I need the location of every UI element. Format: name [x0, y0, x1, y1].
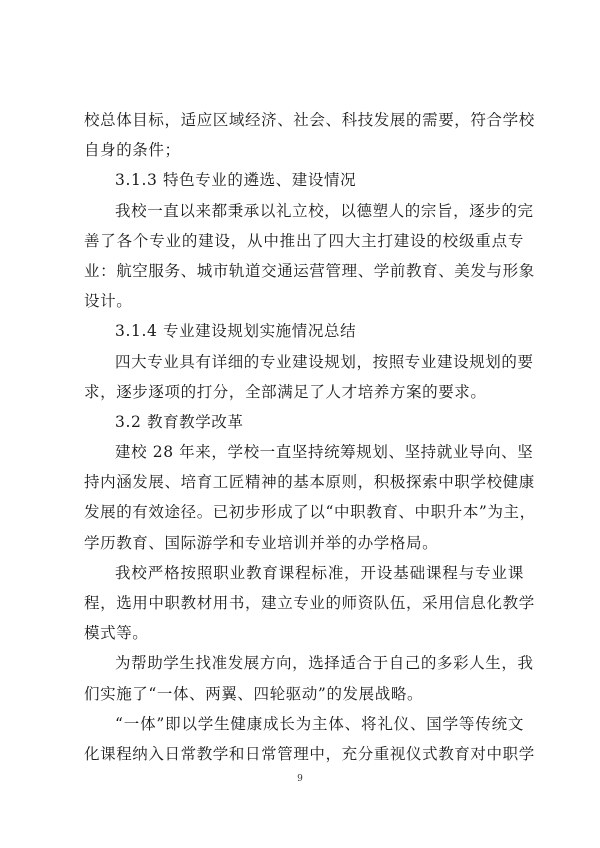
text-line: 学历教育、国际游学和专业培训并举的办学格局。 [84, 533, 439, 552]
text-line: 求，逐步逐项的打分，全部满足了人才培养方案的要求。 [84, 382, 487, 401]
text-line: 我校一直以来都秉承以礼立校，以德塑人的宗旨，逐步的完 [115, 201, 534, 220]
text-line: 3.2 教育教学改革 [115, 412, 244, 431]
body-text [84, 105, 536, 769]
text-line: 化课程纳入日常教学和日常管理中，充分重视仪式教育对中职学 [84, 744, 535, 763]
text-line: 设计。 [84, 292, 133, 311]
text-line: 3.1.3 特色专业的遴选、建设情况 [115, 171, 357, 190]
text-line: 业：航空服务、城市轨道交通运营管理、学前教育、美发与形象 [84, 261, 535, 280]
text-line: 持内涵发展、培育工匠精神的基本原则，积极探索中职学校健康 [84, 473, 535, 492]
text-line: 3.1.4 专业建设规划实施情况总结 [115, 322, 357, 341]
text-line: 建校 28 年来，学校一直坚持统筹规划、坚持就业导向、坚 [115, 443, 534, 462]
text-line: 我校严格按照职业教育课程标准，开设基础课程与专业课 [115, 563, 524, 582]
page-number: 9 [297, 774, 303, 784]
text-line: 们实施了“一体、两翼、四轮驱动”的发展战略。 [84, 684, 424, 703]
text-line: 四大专业具有详细的专业建设规划，按照专业建设规划的要 [115, 352, 534, 371]
text-line: 程，选用中职教材用书，建立专业的师资队伍，采用信息化教学 [84, 594, 535, 612]
text-line: 校总体目标，适应区域经济、社会、科技发展的需要，符合学校 [84, 111, 535, 129]
text-line: 发展的有效途径。已初步形成了以“中职教育、中职升本”为主， [84, 503, 536, 522]
text-line: 模式等。 [84, 624, 149, 643]
text-line: 善了各个专业的建设，从中推出了四大主打建设的校级重点专 [84, 231, 524, 250]
text-line: 自身的条件； [84, 141, 181, 160]
text-line: “一体”即以学生健康成长为主体、将礼仪、国学等传统文 [115, 714, 524, 733]
text-line: 为帮助学生找准发展方向，选择适合于自己的多彩人生，我 [115, 654, 534, 673]
